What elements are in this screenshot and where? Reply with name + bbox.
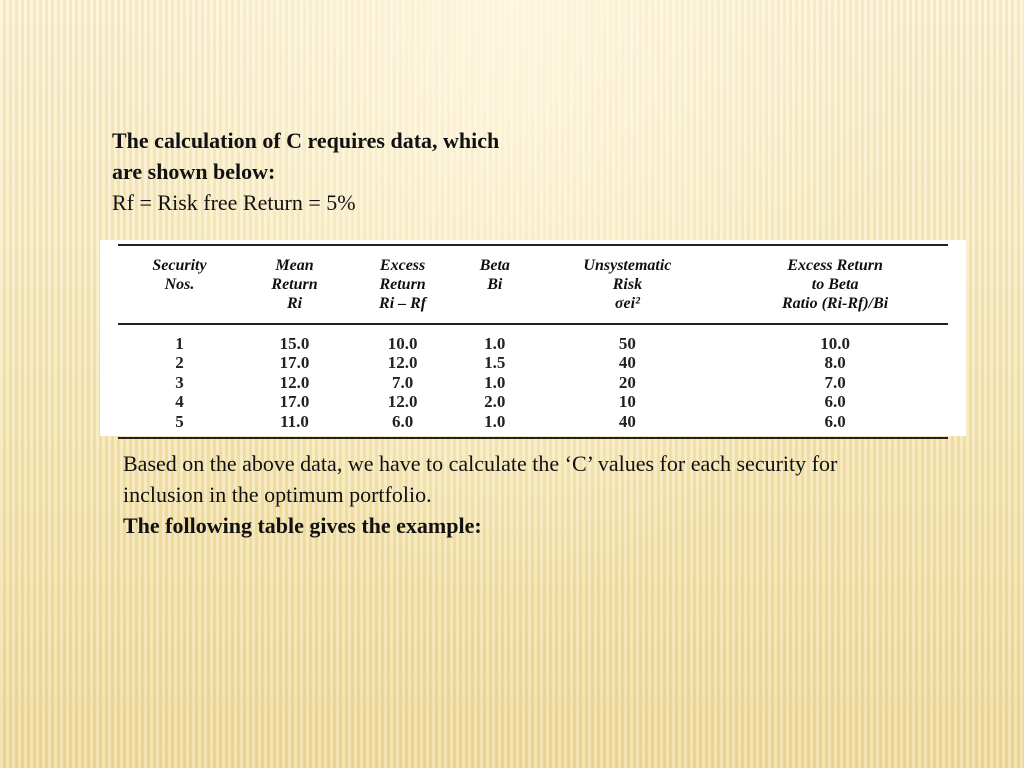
cell-beta: 1.0 [484,372,506,392]
cell-unsystematic-risk: 10 [618,392,636,412]
security-data-table [118,244,948,439]
cell-beta: 1.0 [484,334,506,353]
cell-mean-return: 17.0 [279,353,310,373]
table-header-row [118,245,948,324]
cell-mean-return: 12.0 [279,372,310,392]
cell-beta: 2.0 [484,392,506,412]
cell-security: 2 [175,353,184,373]
cell-ratio: 6.0 [824,392,846,412]
cell-security: 3 [175,372,184,392]
cell-ratio: 10.0 [820,334,850,353]
explanation-line1: Based on the above data, we have to calculate the ‘C’ values for each security for [123,451,838,476]
header-unsystematic-risk: Unsystematic Risk σei² [533,245,723,324]
table-row [118,324,948,353]
intro-heading-line1: The calculation of C requires data, which [112,128,500,153]
cell-security: 1 [175,334,184,353]
cell-excess-return: 12.0 [387,353,418,373]
cell-excess-return: 6.0 [348,412,457,438]
cell-excess-return: 10.0 [387,334,418,353]
header-beta: Beta Bi [457,245,533,324]
cell-ratio: 8.0 [824,353,846,373]
intro-text-block [112,125,672,218]
cell-security: 4 [175,392,184,412]
cell-unsystematic-risk: 50 [618,334,636,353]
example-heading: The following table gives the example: [123,513,482,538]
header-security-nos: Security Nos. [118,245,241,324]
cell-beta: 1.0 [457,412,533,438]
security-data-table-image [100,240,966,436]
header-excess-return: Excess Return Ri – Rf [348,245,457,324]
cell-unsystematic-risk: 40 [618,353,636,373]
risk-free-return-line: Rf = Risk free Return = 5% [112,190,356,215]
table-row [118,353,948,372]
table-row [118,392,948,411]
cell-mean-return: 17.0 [279,392,310,412]
cell-ratio: 6.0 [722,412,948,438]
intro-heading-line2: are shown below: [112,159,276,184]
table-row [118,373,948,392]
cell-unsystematic-risk: 20 [618,372,636,392]
cell-mean-return: 11.0 [241,412,348,438]
cell-mean-return: 15.0 [279,334,310,353]
cell-beta: 1.5 [484,353,506,373]
cell-ratio: 7.0 [824,372,846,392]
explanation-text-block [123,448,983,541]
cell-excess-return: 12.0 [387,392,418,412]
header-mean-return: Mean Return Ri [241,245,348,324]
cell-excess-return: 7.0 [391,372,414,392]
cell-unsystematic-risk: 40 [533,412,723,438]
header-excess-return-to-beta: Excess Return to Beta Ratio (Ri-Rf)/Bi [722,245,948,324]
cell-security: 5 [118,412,241,438]
explanation-line2: inclusion in the optimum portfolio. [123,482,432,507]
table-row [118,412,948,438]
